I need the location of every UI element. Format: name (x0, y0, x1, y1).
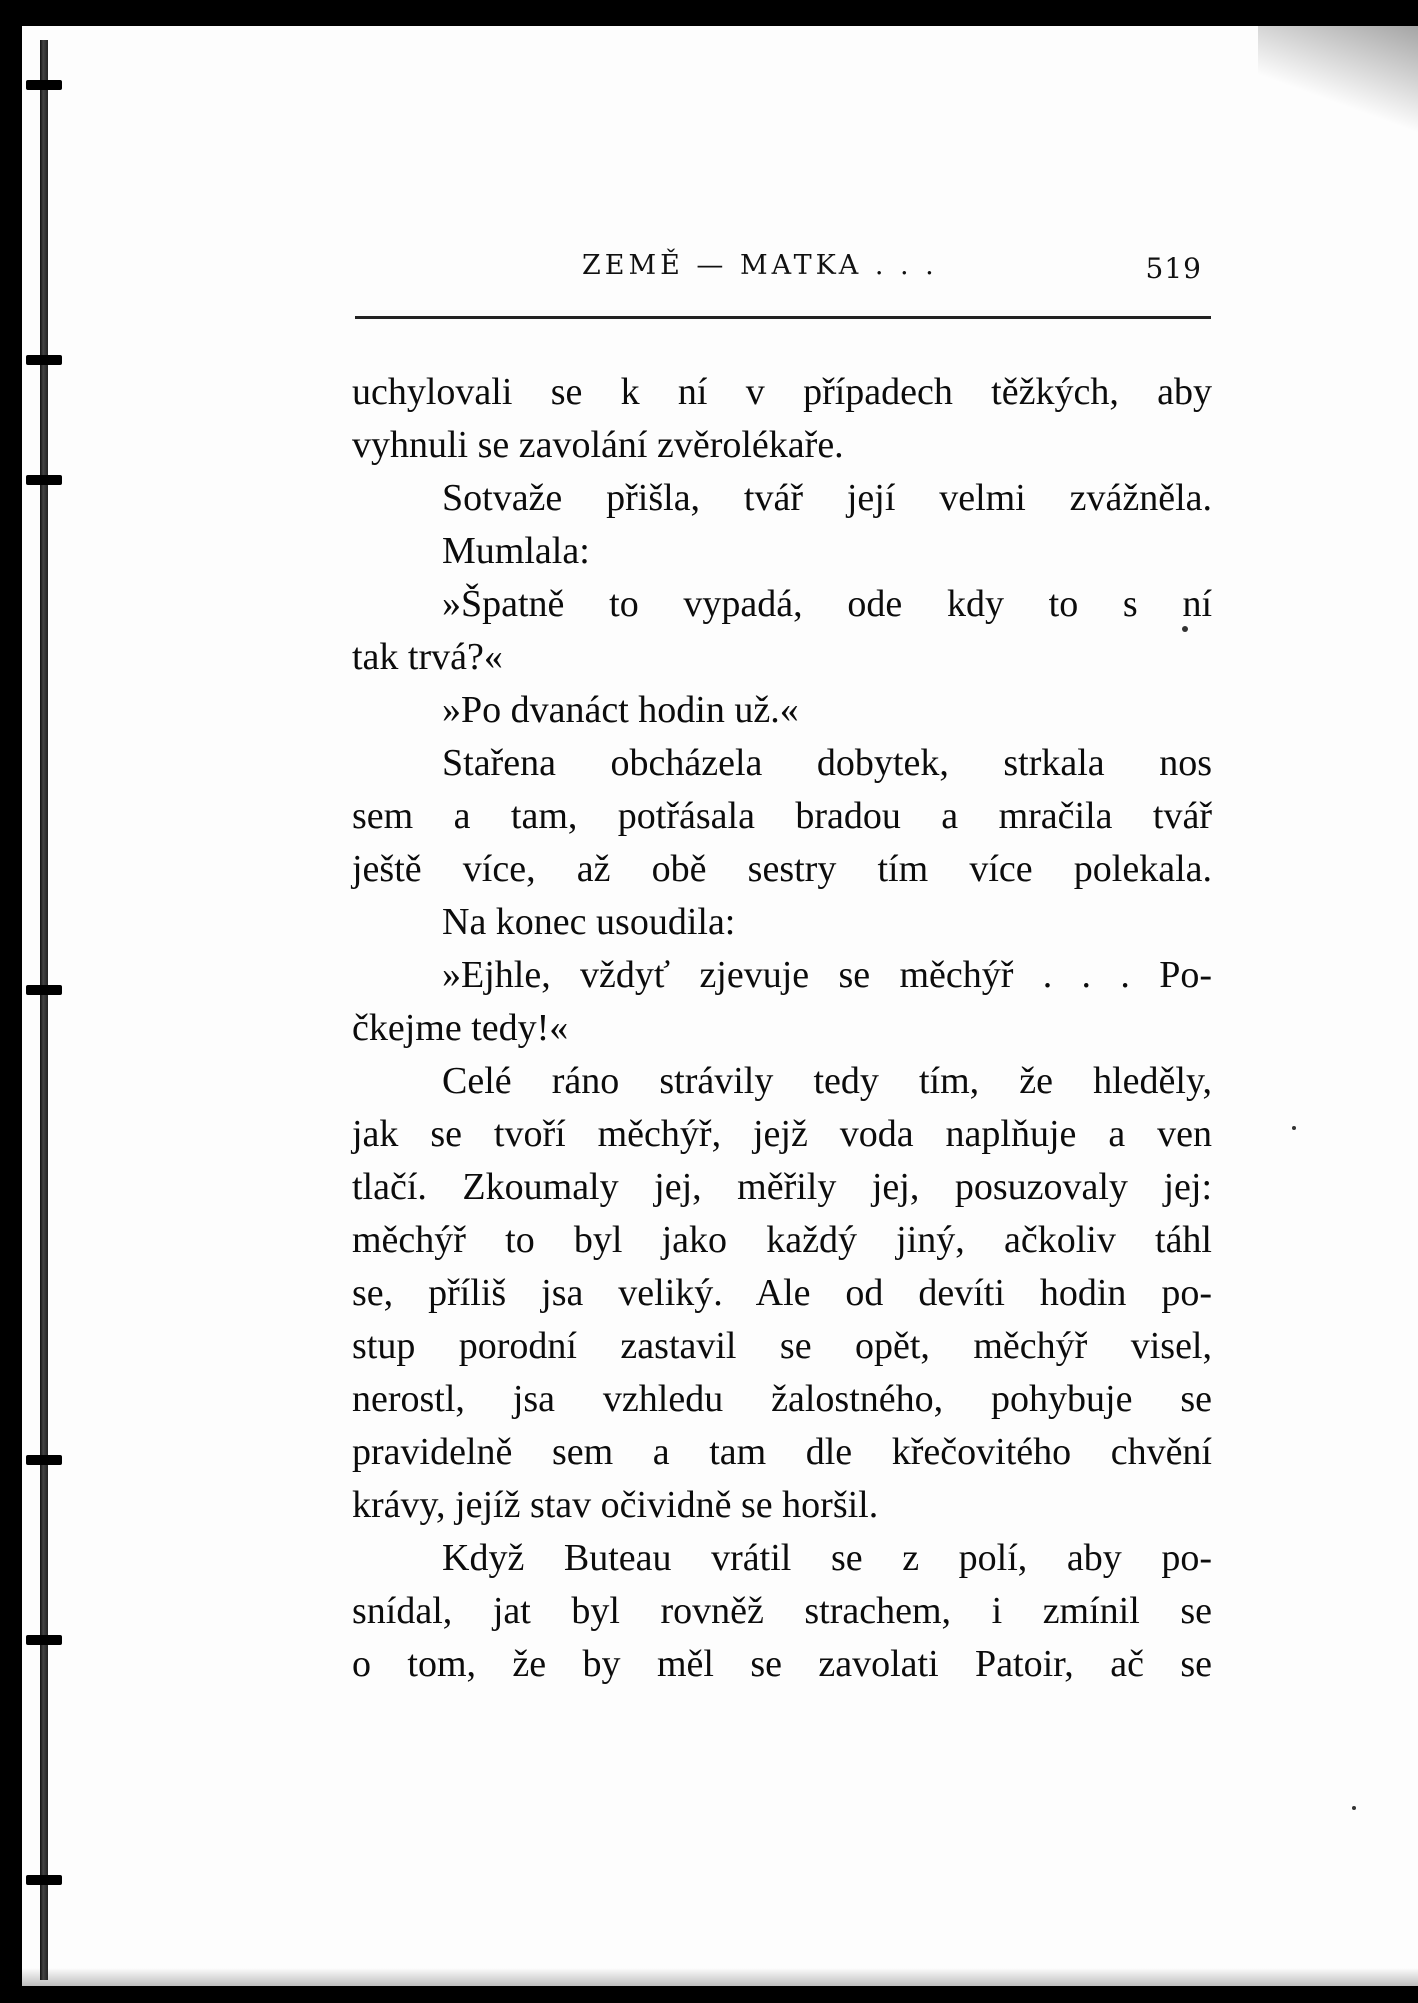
text-line: nerostl, jsa vzhledu žalostného, pohybuje se (352, 1378, 1212, 1420)
binding-mark (26, 1875, 62, 1885)
text-line: stup porodní zastavil se opět, měchýř visel, (352, 1325, 1212, 1367)
text-line: Celé ráno strávily tedy tím, že hleděly, (442, 1060, 1212, 1102)
book-page (22, 26, 1418, 1986)
text-line: Sotvaže přišla, tvář její velmi zvážněla. (442, 477, 1212, 519)
paper-speck (1352, 1806, 1356, 1810)
paper-speck (1292, 1126, 1296, 1130)
binding-mark (26, 475, 62, 485)
running-head (352, 240, 1212, 290)
text-line: pravidelně sem a tam dle křečovitého chvění (352, 1431, 1212, 1473)
text-line: snídal, jat byl rovněž strachem, i zmínil se (352, 1590, 1212, 1632)
text-line: měchýř to byl jako každý jiný, ačkoliv táhl (352, 1219, 1212, 1261)
text-line: čkejme tedy!« (352, 1007, 569, 1049)
text-line: jak se tvoří měchýř, jejž voda naplňuje a ven (352, 1113, 1212, 1155)
text-line: tlačí. Zkoumaly jej, měřily jej, posuzovaly jej: (352, 1166, 1212, 1208)
text-line: Mumlala: (442, 530, 590, 572)
binding-spine (40, 40, 48, 1980)
header-rule (355, 316, 1211, 319)
paper-speck (1182, 626, 1188, 632)
text-line: »Po dvanáct hodin už.« (442, 689, 799, 731)
binding-mark (26, 1635, 62, 1645)
text-line: tak trvá?« (352, 636, 503, 678)
page-number: 519 (1145, 252, 1202, 285)
binding-mark (26, 985, 62, 995)
binding-mark (26, 1455, 62, 1465)
text-line: Když Buteau vrátil se z polí, aby po- (442, 1537, 1212, 1579)
text-line: Na konec usoudila: (442, 901, 736, 943)
text-line: vyhnuli se zavolání zvěrolékaře. (352, 424, 844, 466)
text-line: sem a tam, potřásala bradou a mračila tvář (352, 795, 1212, 837)
text-line: krávy, jejíž stav očividně se horšil. (352, 1484, 879, 1526)
running-title: ZEMĚ — MATKA . . . (582, 250, 938, 281)
binding-mark (26, 80, 62, 90)
binding-mark (26, 355, 62, 365)
text-line: o tom, že by měl se zavolati Patoir, ač se (352, 1643, 1212, 1685)
text-line: »Ejhle, vždyť zjevuje se měchýř . . . Po- (442, 954, 1212, 996)
page-bottom-shadow (22, 1968, 1418, 1986)
body-text (352, 366, 1212, 1691)
text-line: »Špatně to vypadá, ode kdy to s ní (442, 583, 1212, 625)
text-line: ještě více, až obě sestry tím více polekala. (352, 848, 1212, 890)
text-line: uchylovali se k ní v případech těžkých, aby (352, 371, 1212, 413)
text-line: se, příliš jsa veliký. Ale od devíti hodin po- (352, 1272, 1212, 1314)
page-corner-shadow (1258, 26, 1418, 146)
text-line: Stařena obcházela dobytek, strkala nos (442, 742, 1212, 784)
